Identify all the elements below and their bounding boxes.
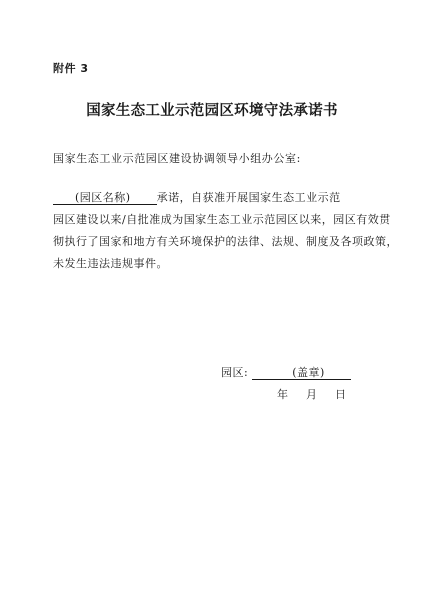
- date-row: [277, 386, 346, 402]
- body-line-2: 园区建设以来/自批准成为国家生态工业示范园区以来，园区有效贯: [53, 213, 391, 226]
- seal-placeholder: (盖章): [252, 366, 351, 380]
- document-title: 国家生态工业示范园区环境守法承诺书: [86, 102, 338, 119]
- body-line-1: [53, 189, 341, 205]
- addressee-line: 国家生态工业示范园区建设协调领导小组办公室:: [53, 152, 301, 165]
- day-label: 日: [335, 388, 346, 401]
- month-label: 月: [306, 388, 317, 401]
- year-label: 年: [277, 388, 288, 401]
- attachment-label: 附件 3: [53, 62, 89, 75]
- park-name-placeholder: (园区名称): [75, 191, 131, 204]
- body-line-1-text: 承诺，自获准开展国家生态工业示范: [156, 191, 341, 204]
- blank-underline: [53, 191, 75, 205]
- park-label: 园区:: [221, 366, 249, 379]
- body-line-4: 未发生违法违规事件。: [53, 257, 168, 270]
- signature-row: [221, 364, 351, 380]
- body-line-3: 彻执行了国家和地方有关环境保护的法律、法规、制度及各项政策，: [53, 235, 398, 248]
- blank-underline: [131, 191, 157, 205]
